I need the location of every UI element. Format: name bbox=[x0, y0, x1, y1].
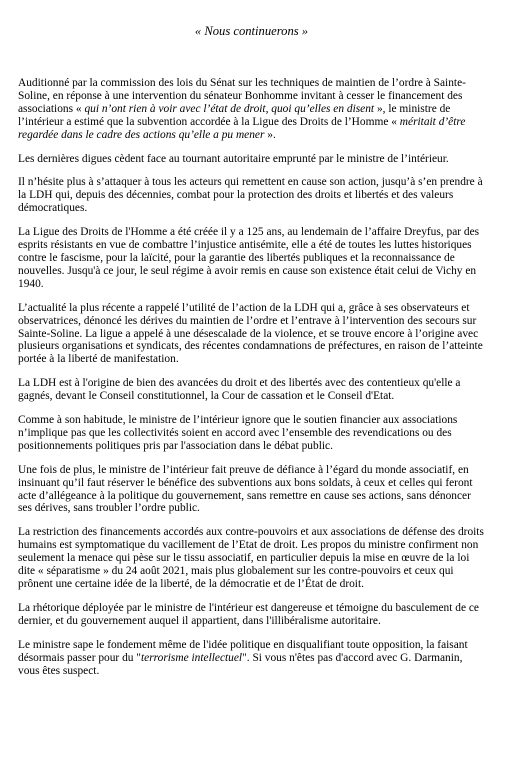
text-run: ». bbox=[264, 128, 276, 141]
text-run: Auditionné par la commission des lois du Sénat sur les techniques de maintien de l’ordre à Sainte-Soline, en réponse à une intervention du sénateur Bonhomme invitant à cesser le financement des associations « bbox=[18, 77, 466, 115]
paragraph-2 bbox=[18, 153, 485, 166]
paragraph-5 bbox=[18, 302, 485, 367]
paragraph-10 bbox=[18, 602, 485, 628]
italic-quote: terrorisme intellectuel bbox=[140, 651, 243, 664]
text-run: La LDH est à l'origine de bien des avancées du droit et des libertés avec des contentieux qu'elle a gagnés, devant le Conseil constitutionnel, la Cour de cassation et le Conseil d'Etat. bbox=[18, 377, 461, 403]
italic-quote: qui n’ont rien à voir avec l’état de droit, quoi qu’elles en disent bbox=[84, 102, 375, 115]
document-title: « Nous continuerons » bbox=[194, 24, 309, 38]
text-run: La restriction des financements accordés aux contre-pouvoirs et aux associations de défense des droits humains est symptomatique du vacillement de l’Etat de droit. Les propos du ministre confirment non seulement la menace qui pèse sur le tissu associatif, en particulier depuis la mise en œuvre de la loi dite « séparatisme » du 24 août 2021, mais plus globalement sur les contre-pouvoirs et ceux qui prônent une certaine idée de la liberté, de la démocratie et de l’État de droit. bbox=[18, 526, 484, 590]
text-run: Les dernières digues cèdent face au tournant autoritaire emprunté par le ministre de l’intérieur. bbox=[18, 152, 449, 165]
document-page bbox=[18, 24, 485, 677]
paragraph-8 bbox=[18, 464, 485, 516]
text-run: Il n’hésite plus à s’attaquer à tous les acteurs qui remettent en cause son action, jusqu’à s’en prendre à la LDH qui, depuis des décennies, combat pour la protection des droits et libertés et des valeurs démocratiques. bbox=[18, 176, 483, 215]
text-run: », le ministre de l’intérieur a estimé que la subvention accordée à la Ligue des Droits de l’Homme « bbox=[18, 102, 451, 128]
paragraph-11 bbox=[18, 639, 485, 678]
paragraph-7 bbox=[18, 414, 485, 453]
text-run: Une fois de plus, le ministre de l’intérieur fait preuve de défiance à l’égard du monde associatif, en insinuant qu’il faut réserver le bénéfice des subventions aux bons soldats, à ceux et celles qui feront acte d’allégeance à la politique du gouvernement, sans remettre en cause ses actions, sans dénoncer ses dérives, sans troubler l’ordre public. bbox=[18, 463, 473, 515]
paragraph-1 bbox=[18, 77, 485, 142]
text-run: La rhétorique déployée par le ministre de l'intérieur est dangereuse et témoigne du basculement de ce dernier, et du gouvernement auquel il appartient, dans l'illibéralisme autoritaire. bbox=[18, 601, 479, 627]
italic-quote: méritait d’être regardée dans le cadre des actions qu’elle a pu mener bbox=[18, 115, 466, 141]
paragraph-3 bbox=[18, 176, 485, 215]
text-run: Le ministre sape le fondement même de l'idée politique en disqualifiant toute opposition, la faisant désormais passer pour du " bbox=[18, 638, 468, 664]
paragraph-9 bbox=[18, 526, 485, 591]
text-run: L’actualité la plus récente a rappelé l’utilité de l’action de la LDH qui a, grâce à ses observateurs et observatrices, dénoncé les dérives du maintien de l’ordre et l’entrave à l’intervention des secours sur Sainte-Soline. La ligue a appelé à une désescalade de la violence, et se trouve encore à l’origine avec plusieurs organisations et syndicats, des récentes condamnations de préfectures, en raison de l’atteinte portée à la liberté de manifestation. bbox=[18, 301, 483, 366]
paragraph-6 bbox=[18, 377, 485, 403]
text-run: La Ligue des Droits de l'Homme a été créée il y a 125 ans, au lendemain de l’affaire Dreyfus, par des esprits résistants en vue de combattre l’injustice antisémite, elle a été de toutes les luttes historiques contre le fascisme, pour la laïcité, pour la garantie des libertés publiques et la reconnaissance de nouvelles. Jusqu'à ce jour, le seul régime à avoir remis en cause son existence était celui de Vichy en 1940. bbox=[18, 226, 480, 290]
paragraph-4 bbox=[18, 226, 485, 291]
text-run: ". Si vous n'êtes pas d'accord avec G. Darmanin, vous êtes suspect. bbox=[18, 651, 463, 677]
document-body bbox=[18, 77, 485, 677]
text-run: Comme à son habitude, le ministre de l’intérieur ignore que le soutien financier aux associations n’implique pas que les collectivités soient en accord avec l’ensemble des revendications ou des positionnements politiques pris par l'association dans le débat public. bbox=[18, 414, 458, 452]
